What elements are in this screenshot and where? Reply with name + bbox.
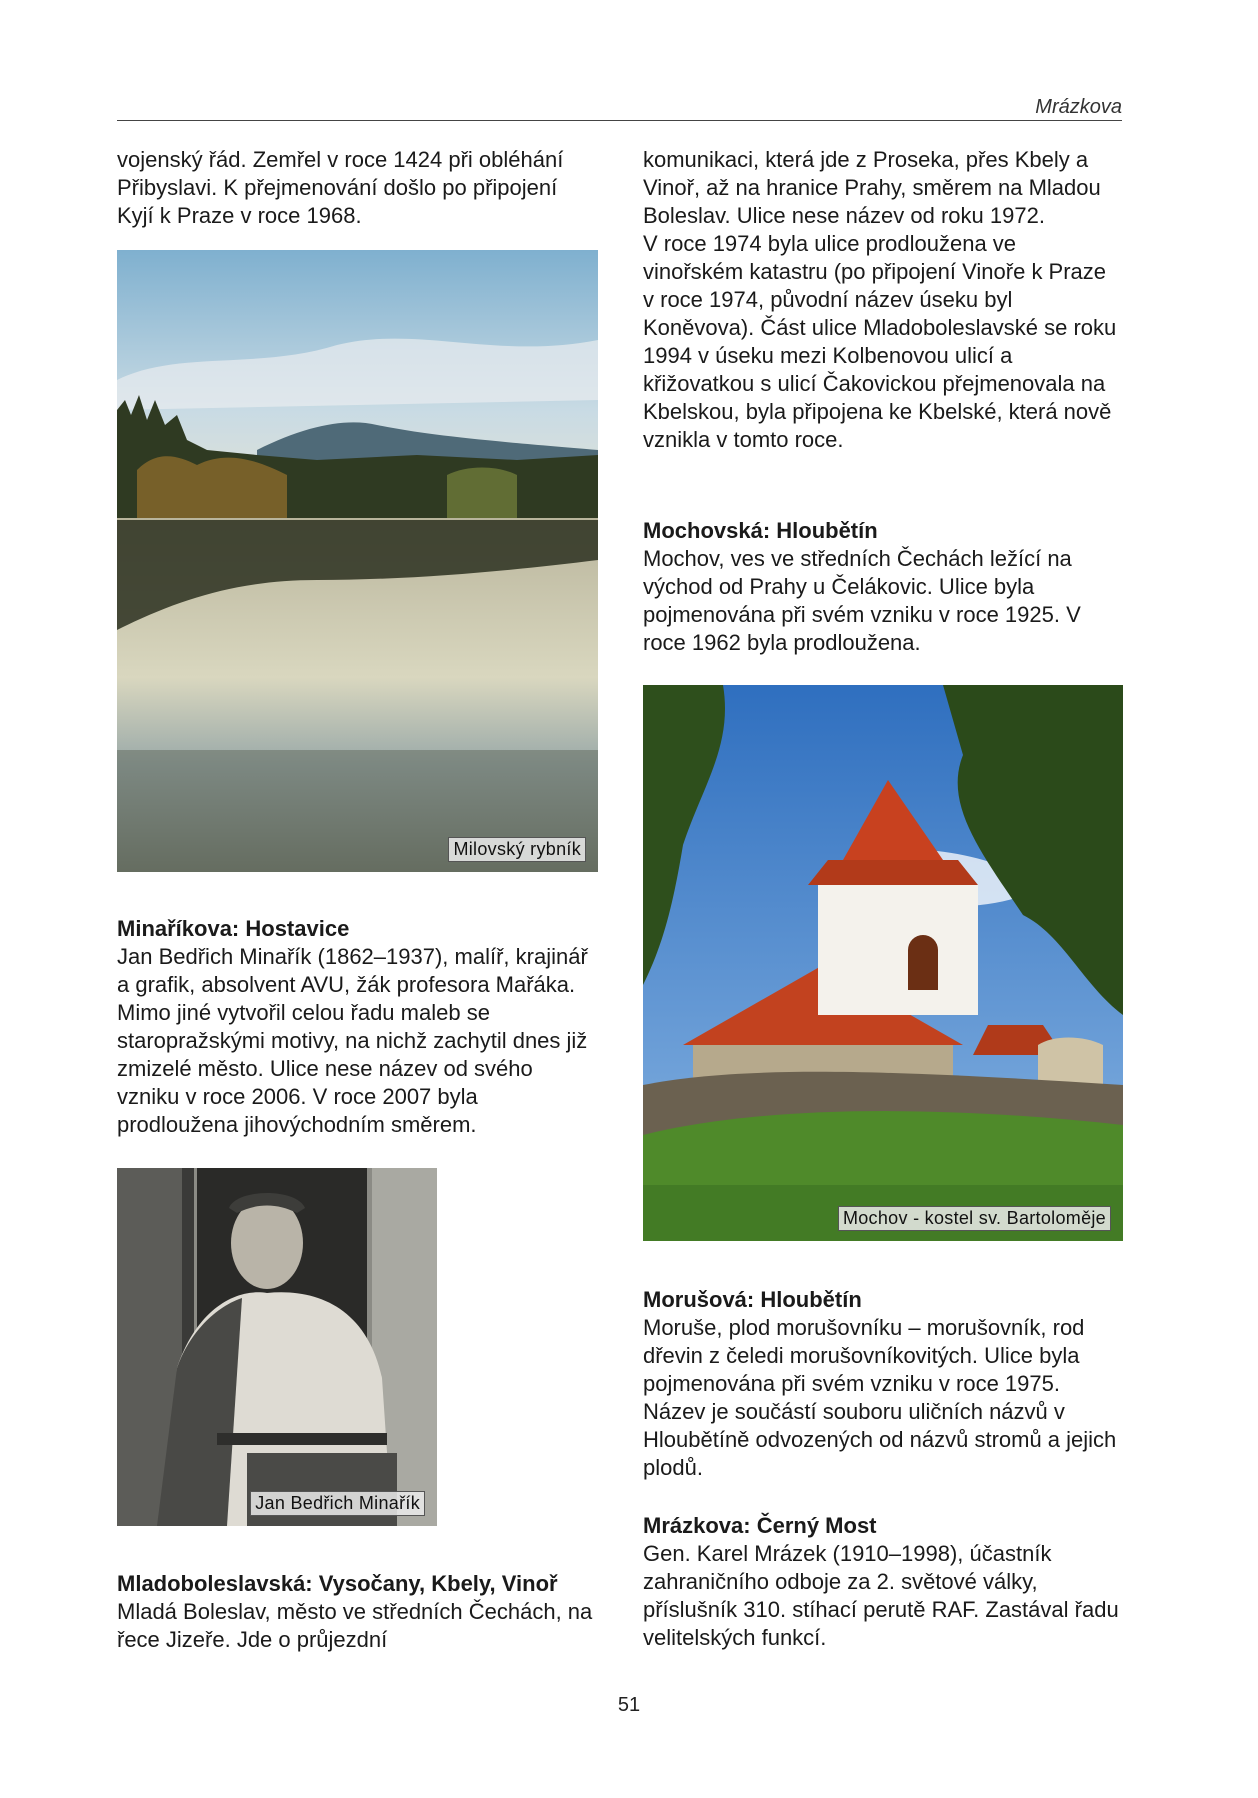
continuation-text: komunikaci, která jde z Proseka, přes Kbely a Vinoř, až na hranice Prahy, směrem na Mladou Boleslav. Ulice nese název od roku 1972. (643, 147, 1101, 228)
left-column-top (117, 146, 597, 230)
header-rule (117, 120, 1122, 121)
entry-text: Mladá Boleslav, město ve středních Čechách, na řece Jizeře. Jde o průjezdní (117, 1599, 593, 1652)
entry-text: Gen. Karel Mrázek (1910–1998), účastník zahraničního odboje za 2. světové války, příslušník 310. stíhací perutě RAF. Zastával řadu velitelských funkcí. (643, 1541, 1119, 1650)
entry-heading: Mladoboleslavská: Vysočany, Kbely, Vinoř (117, 1571, 558, 1596)
entry-text: Moruše, plod morušovníku – morušovník, rod dřevin z čeledi morušovníkovitých. Ulice byla pojmenována při svém vzniku v roce 1975. Název je součástí souboru uličních názvů v Hloubětíně odvozených od názvů stromů a jejich plodů. (643, 1315, 1117, 1480)
entry-minarikova (117, 915, 597, 1139)
entry-mrazkova (643, 1512, 1123, 1652)
right-column-top (643, 146, 1118, 454)
entry-heading: Minaříkova: Hostavice (117, 916, 350, 941)
photo-milovsky-rybnik (117, 250, 598, 872)
photo-mochov-church (643, 685, 1123, 1241)
entry-heading: Mrázkova: Černý Most (643, 1513, 877, 1538)
entry-mochovska (643, 517, 1118, 657)
entry-text: Mochov, ves ve středních Čechách ležící na východ od Prahy u Čelákovic. Ulice byla pojmenována při svém vzniku v roce 1925. V roce 1962 byla prodloužena. (643, 546, 1081, 655)
entry-morusova (643, 1286, 1123, 1482)
entry-mladoboleslavska (117, 1570, 607, 1654)
page-number: 51 (617, 1694, 641, 1716)
running-head: Mrázkova (1035, 96, 1122, 118)
photo-portrait (117, 1168, 437, 1526)
entry-heading: Mochovská: Hloubětín (643, 518, 878, 543)
portrait-image (117, 1168, 437, 1526)
entry-text: Jan Bedřich Minařík (1862–1937), malíř, krajinář a grafik, absolvent AVU, žák profesora Mařáka. Mimo jiné vytvořil celou řadu maleb se staropražskými motivy, na nichž zachytil dnes již zmizelé město. Ulice nese název od svého vzniku v roce 2006. V roce 2007 byla prodloužena jihovýchodním směrem. (117, 944, 588, 1137)
photo-caption: Mochov - kostel sv. Bartoloměje (838, 1206, 1111, 1231)
church-image (643, 685, 1123, 1241)
continuation-text: vojenský řád. Zemřel v roce 1424 při obléhání Přibyslavi. K přejmenování došlo po připojení Kyjí k Praze v roce 1968. (117, 147, 564, 228)
entry-heading: Morušová: Hloubětín (643, 1287, 862, 1312)
photo-caption: Milovský rybník (448, 837, 586, 862)
continuation-text-2: V roce 1974 byla ulice prodloužena ve vinořském katastru (po připojení Vinoře k Praze v roce 1974, původní název úseku byl Koněvova). Část ulice Mladoboleslavské se roku 1994 v úseku mezi Kolbenovou ulicí a křižovatkou s ulicí Čakovickou přejmenovala na Kbelskou, byla připojena ke Kbelské, která nově vznikla v tomto roce. (643, 231, 1117, 452)
lake-image (117, 250, 598, 872)
photo-caption: Jan Bedřich Minařík (250, 1491, 425, 1516)
